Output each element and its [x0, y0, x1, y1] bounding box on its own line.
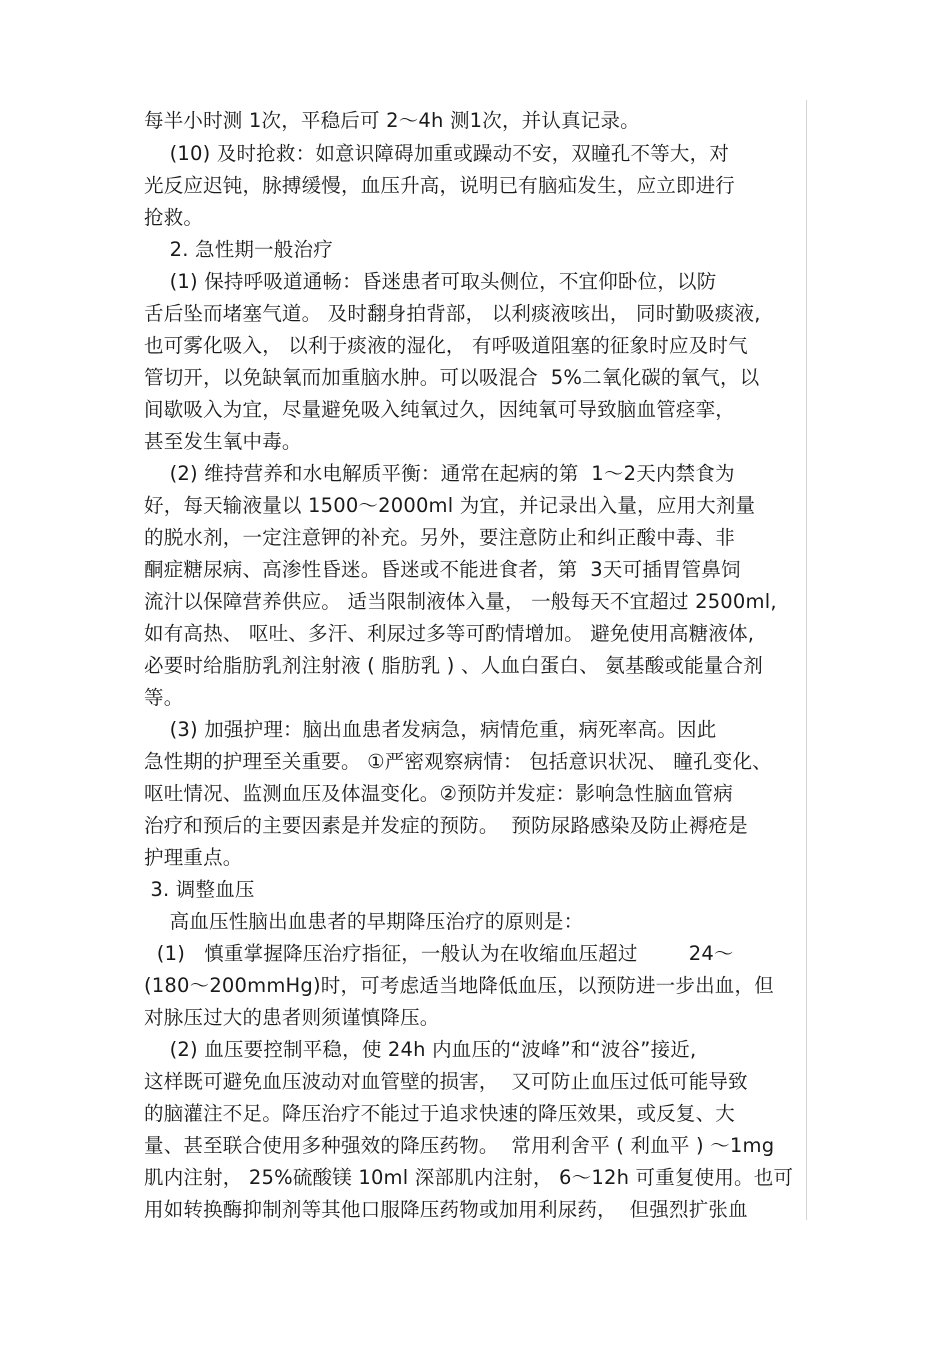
text-line: 间歇吸入为宜，尽量避免吸入纯氧过久，因纯氧可导致脑血管痉挛，	[144, 398, 736, 421]
text-line: 肌内注射， 25%硫酸镁 10ml 深部肌内注射， 6～12h 可重复使用。也可	[144, 1166, 794, 1189]
text-line: 光反应迟钝，脉搏缓慢，血压升高，说明已有脑疝发生，应立即进行	[144, 174, 736, 197]
text-line: (2) 维持营养和水电解质平衡：通常在起病的第 1～2天内禁食为	[144, 462, 735, 485]
text-line: 管切开，以免缺氧而加重脑水肿。可以吸混合 5%二氧化碳的氧气，以	[144, 366, 760, 389]
text-line: 呕吐情况、监测血压及体温变化。②预防并发症：影响急性脑血管病	[144, 782, 733, 805]
text-line: 对脉压过大的患者则须谨慎降压。	[144, 1006, 440, 1029]
text-line: (3) 加强护理：脑出血患者发病急，病情危重，病死率高。因此	[144, 718, 717, 741]
text-line: 酮症糖尿病、高渗性昏迷。昏迷或不能进食者，第 3天可插胃管鼻饲	[144, 558, 741, 581]
text-line: 流汁以保障营养供应。 适当限制液体入量， 一般每天不宜超过 2500ml,	[144, 590, 777, 613]
text-line: (10) 及时抢救：如意识障碍加重或躁动不安，双瞳孔不等大，对	[144, 142, 730, 165]
text-line: 2. 急性期一般治疗	[144, 238, 333, 261]
text-line: 护理重点。	[144, 846, 243, 869]
text-line: (180～200mmHg)时，可考虑适当地降低血压，以预防进一步出血，但	[144, 974, 774, 997]
text-line: 3. 调整血压	[144, 878, 255, 901]
text-line: 抢救。	[144, 206, 204, 229]
text-line: 的脑灌注不足。降压治疗不能过于追求快速的降压效果，或反复、大	[144, 1102, 736, 1125]
text-line: (1) 保持呼吸道通畅：昏迷患者可取头侧位，不宜仰卧位，以防	[144, 270, 717, 293]
text-line: 甚至发生氧中毒。	[144, 430, 302, 453]
text-line: 高血压性脑出血患者的早期降压治疗的原则是：	[144, 910, 584, 933]
text-line: 这样既可避免血压波动对血管壁的损害， 又可防止血压过低可能导致	[144, 1070, 748, 1093]
text-line: 等。	[144, 686, 184, 709]
text-line: 也可雾化吸入， 以利于痰液的湿化， 有呼吸道阻塞的征象时应及时气	[144, 334, 748, 357]
text-line: 如有高热、 呕吐、多汗、利尿过多等可酌情增加。 避免使用高糖液体,	[144, 622, 755, 645]
page-margin-rule	[806, 100, 807, 1220]
text-line: 急性期的护理至关重要。 ①严密观察病情： 包括意识状况、 瞳孔变化、	[144, 750, 772, 773]
text-line: 的脱水剂，一定注意钾的补充。另外，要注意防止和纠正酸中毒、非	[144, 526, 736, 549]
text-line: 量、甚至联合使用多种强效的降压药物。 常用利舍平 ( 利血平 ) ～1mg	[144, 1134, 775, 1157]
text-line: (1) 慎重掌握降压治疗指征，一般认为在收缩血压超过 24～	[144, 942, 734, 965]
text-line: 好，每天输液量以 1500～2000ml 为宜，并记录出入量，应用大剂量	[144, 494, 756, 517]
text-line: 治疗和预后的主要因素是并发症的预防。 预防尿路感染及防止褥疮是	[144, 814, 748, 837]
text-line: 每半小时测 1次，平稳后可 2～4h 测1次，并认真记录。	[144, 109, 640, 132]
text-line: 用如转换酶抑制剂等其他口服降压药物或加用利尿药， 但强烈扩张血	[144, 1198, 748, 1221]
text-line: (2) 血压要控制平稳，使 24h 内血压的“波峰”和“波谷”接近,	[144, 1038, 697, 1061]
text-line: 舌后坠而堵塞气道。 及时翻身拍背部， 以利痰液咳出， 同时勤吸痰液,	[144, 302, 761, 325]
text-line: 必要时给脂肪乳剂注射液 ( 脂肪乳 ) 、人血白蛋白、 氨基酸或能量合剂	[144, 654, 763, 677]
